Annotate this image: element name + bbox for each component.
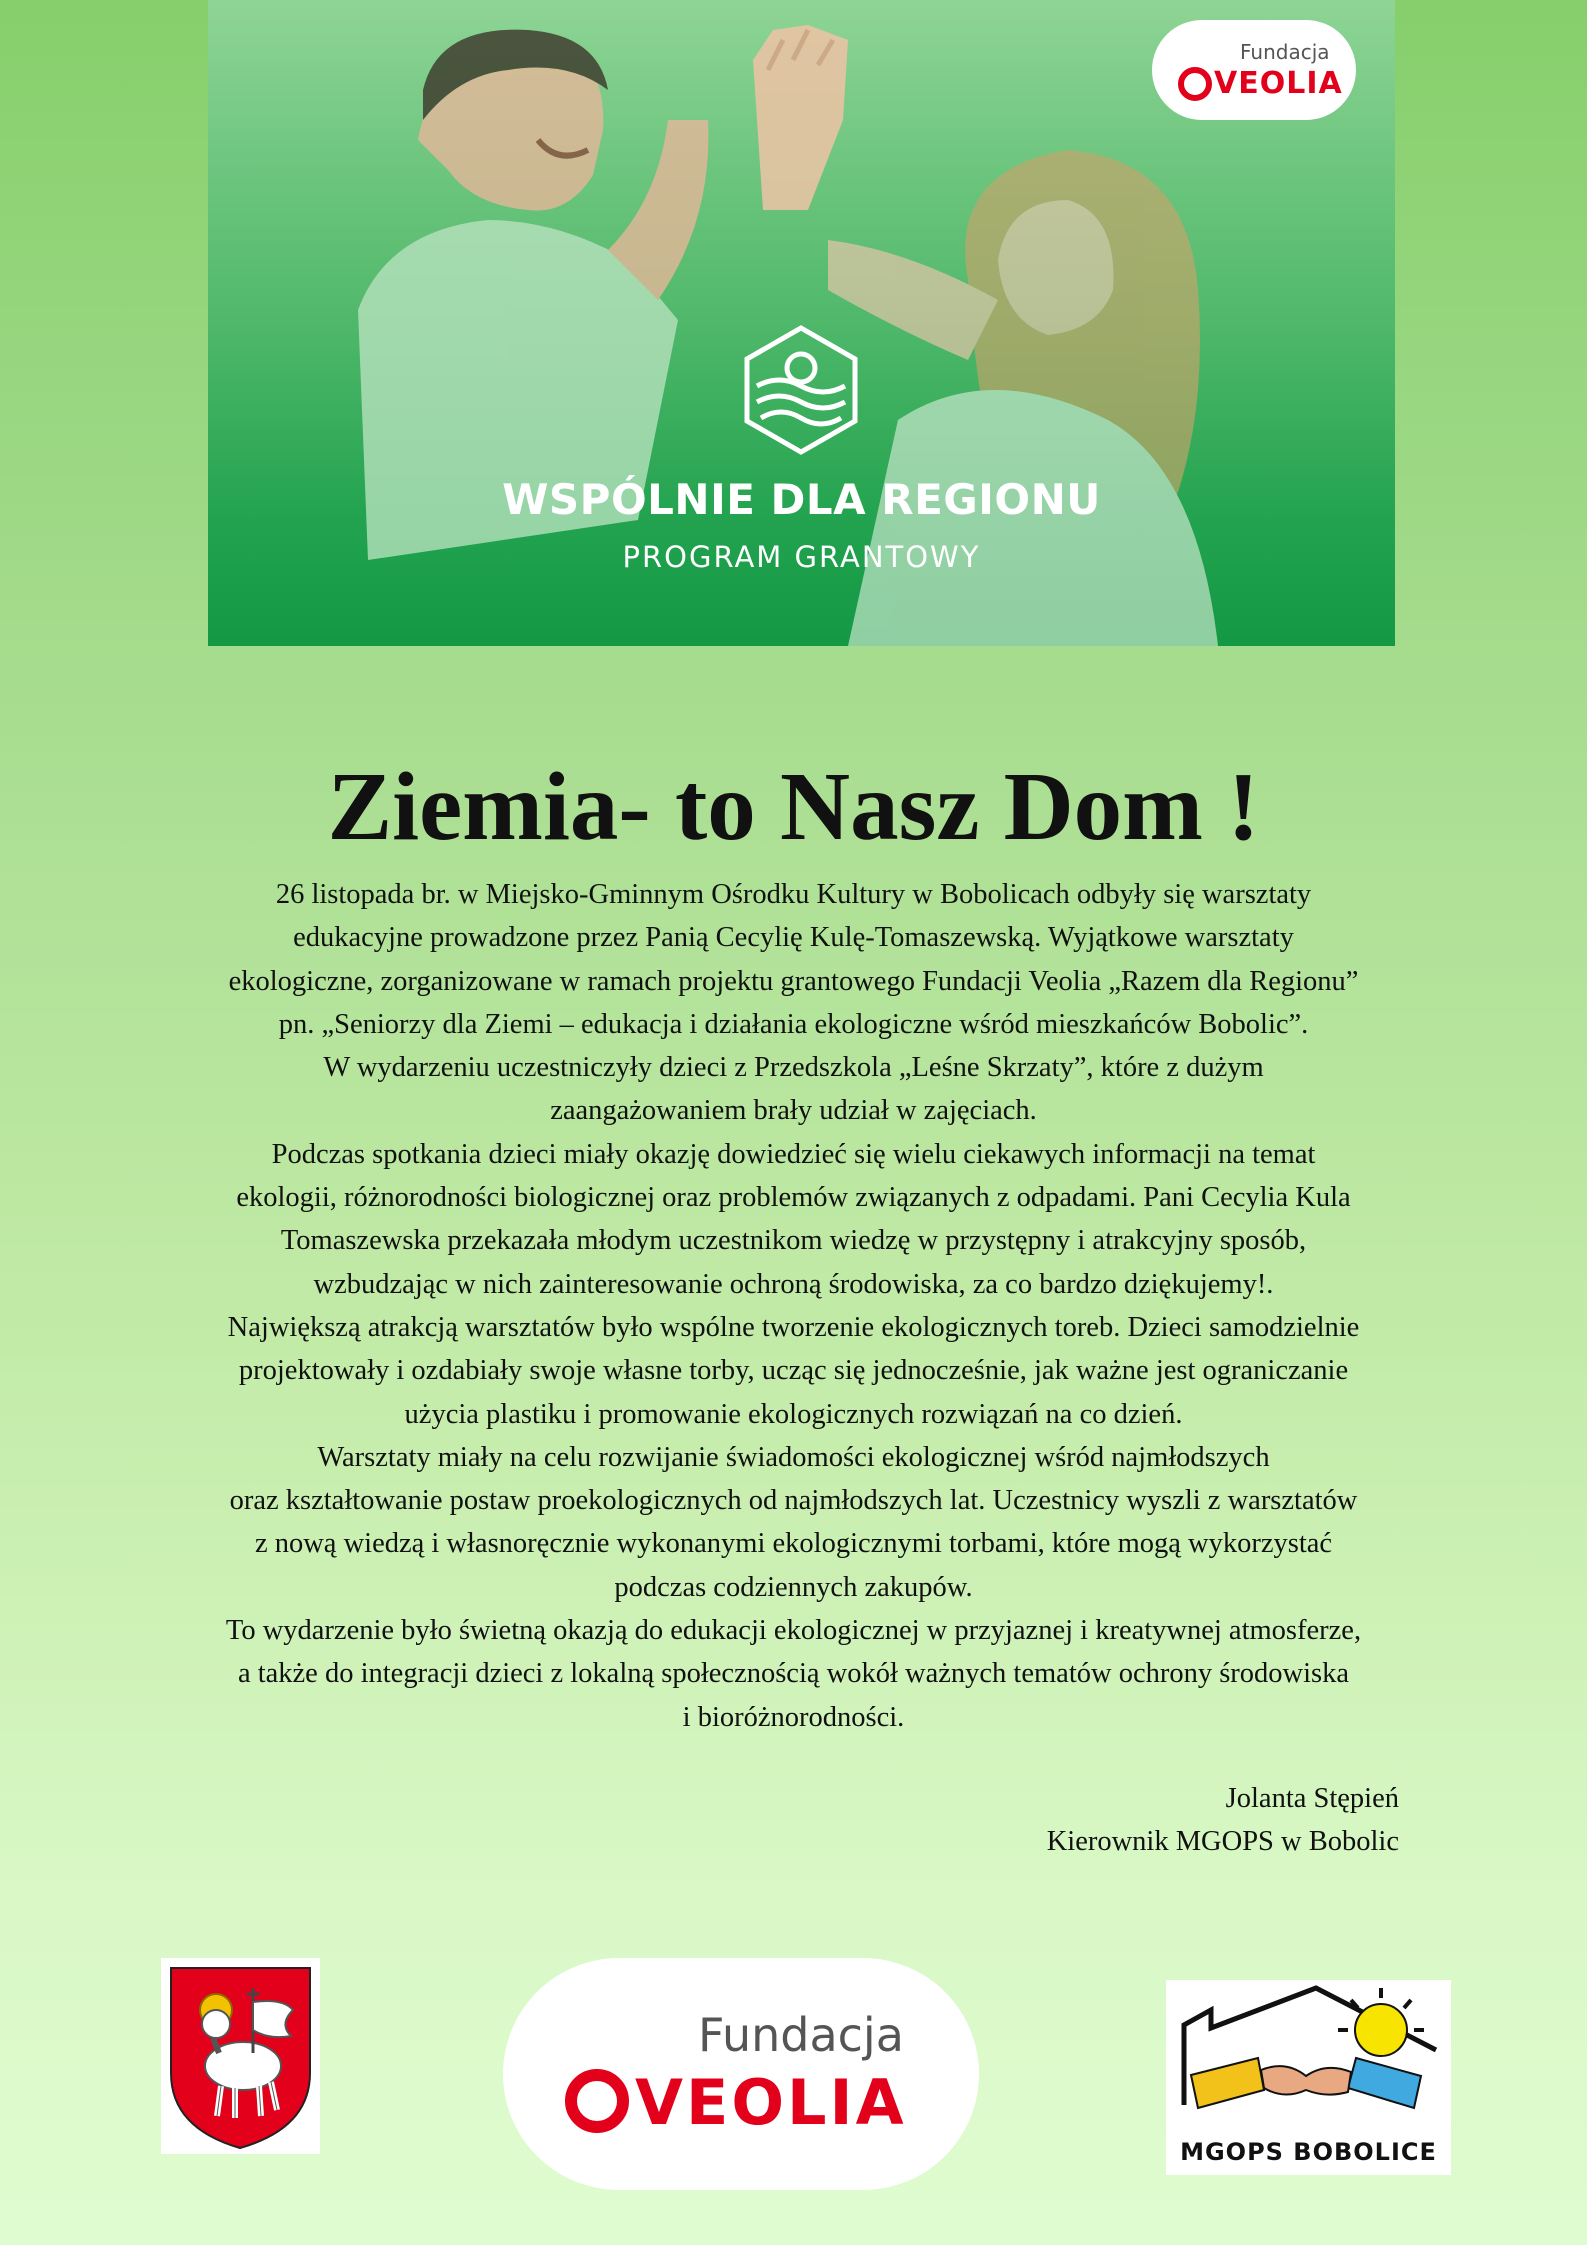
article-line: oraz kształtowanie postaw proekologicznych od najmłodszych lat. Uczestnicy wyszli z warsztatów [229,1485,1358,1517]
badge-veolia-text: VEOLIA [1214,66,1343,101]
program-title: WSPÓLNIE DLA REGIONU [502,475,1101,524]
article-line: ekologii, różnorodności biologicznej oraz problemów związanych z odpadami. Pani Cecylia Kula [236,1182,1351,1214]
mgops-bobolice-logo [1166,1980,1451,2175]
mgops-label: MGOPS BOBOLICE [1180,2138,1437,2166]
article-line: z nową wiedzą i własnoręcznie wykonanymi ekologicznymi torbami, które mogą wykorzystać [254,1528,1333,1560]
article-line: zaangażowaniem brały udział w zajęciach. [550,1095,1037,1127]
article-line: Największą atrakcją warsztatów było wspólne tworzenie ekologicznych toreb. Dzieci samodzielnie [227,1311,1360,1343]
signature-block [1047,1777,1399,1863]
veolia-ring-icon [1178,67,1212,101]
badge-fundacja-text: Fundacja [1240,40,1330,64]
page-title: Ziemia- to Nasz Dom ! [327,753,1260,860]
article-body [140,873,1447,1739]
program-subtitle: PROGRAM GRANTOWY [622,540,981,574]
article-line: Warsztaty miały na celu rozwijanie świadomości ekologicznej wśród najmłodszych [317,1441,1270,1473]
signature-name: Jolanta Stępień [1225,1783,1399,1814]
bobolice-coat-of-arms-icon [161,1958,320,2154]
article-line: wzbudzając w nich zainteresowanie ochroną środowiska, za co bardzo dziękujemy!. [313,1268,1274,1300]
footer-fundacja-text: Fundacja [698,2008,904,2062]
program-banner [208,0,1395,646]
article-line: ekologiczne, zorganizowane w ramach projektu grantowego Fundacji Veolia „Razem dla Regionu” [228,965,1359,997]
article-line: i bioróżnorodności. [682,1701,905,1733]
article-line: a także do integracji dzieci z lokalną społecznością wokół ważnych tematów ochrony środowiska [237,1658,1350,1690]
article-line: edukacyjne prowadzone przez Panią Cecylię Kulę-Tomaszewską. Wyjątkowe warsztaty [293,922,1294,954]
article-line: podczas codziennych zakupów. [614,1571,973,1603]
footer-veolia-logo [503,1958,979,2190]
footer-veolia-text: VEOLIA [635,2066,907,2139]
signature-role: Kierownik MGOPS w Bobolic [1046,1826,1399,1857]
article-line: Podczas spotkania dzieci miały okazję dowiedzieć się wielu ciekawych informacji na temat [271,1138,1316,1170]
article-line: Tomaszewska przekazała młodym uczestnikom wiedzę w przystępny i atrakcyjny sposób, [280,1225,1307,1257]
article-line: projektowały i ozdabiały swoje własne torby, ucząc się jednocześnie, jak ważne jest ograniczanie [238,1355,1349,1387]
article-line: W wydarzeniu uczestniczyły dzieci z Przedszkola „Leśne Skrzaty”, które z dużym [323,1052,1264,1084]
article-line: użycia plastiku i promowanie ekologicznych rozwiązań na co dzień. [404,1398,1183,1430]
article-line: 26 listopada br. w Miejsko-Gminnym Ośrodku Kultury w Bobolicach odbyły się warsztaty [275,879,1312,910]
veolia-ring-icon [565,2069,629,2133]
article-line: pn. „Seniorzy dla Ziemi – edukacja i działania ekologiczne wśród mieszkańców Bobolic”. [278,1008,1309,1040]
article-line: To wydarzenie było świetną okazją do edukacji ekologicznej w przyjaznej i kreatywnej atmosferze, [225,1615,1362,1647]
fundacja-veolia-badge [1152,20,1356,120]
sun-icon [1338,1988,1424,2056]
